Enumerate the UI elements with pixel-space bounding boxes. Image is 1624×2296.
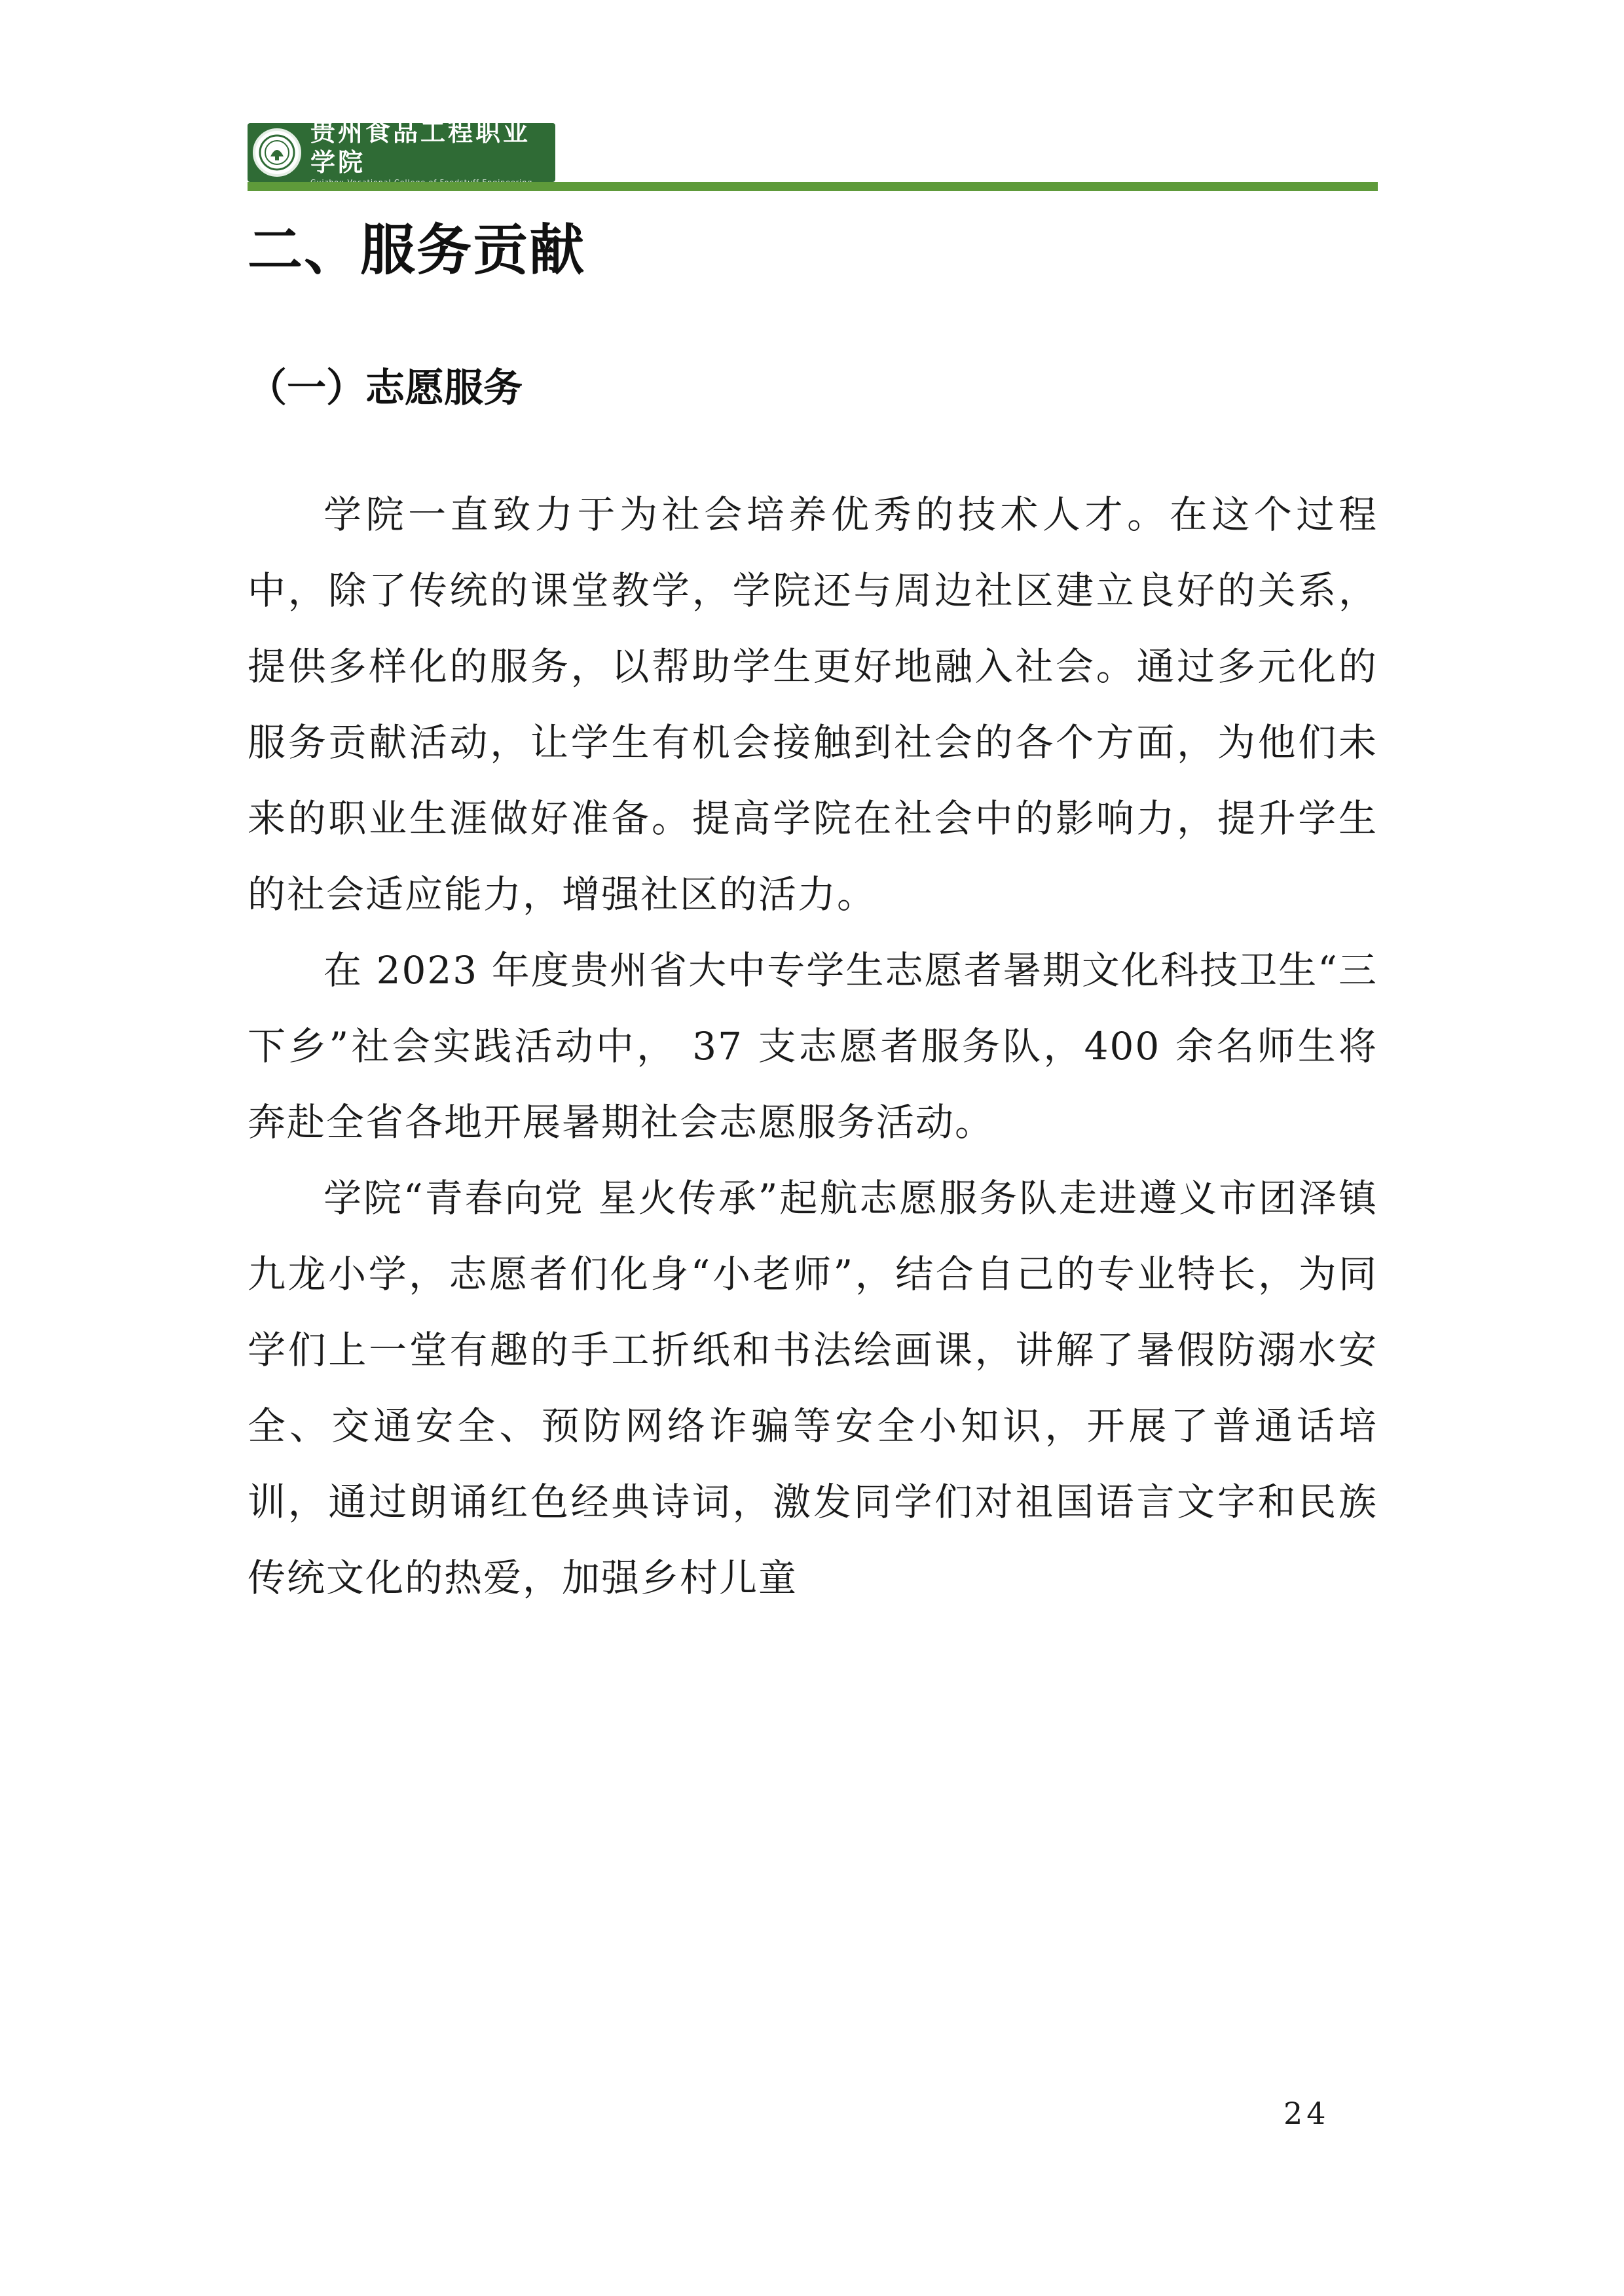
school-name-block [310,117,555,188]
subsection-title: （一）志愿服务 [248,365,523,411]
school-logo [248,117,555,182]
school-name-cn: 贵州食品工程职业学院 [310,117,531,177]
paragraph-volunteer-team: 学院“青春向党 星火传承”起航志愿服务队走进遵义市团泽镇九龙小学，志愿者们化身“小老师”，结合自己的专业特长，为同学们上一堂有趣的手工折纸和书法绘画课，讲解了暑假防溺水安全、交通安全、预防网络诈骗等安全小知识，开展了普通话培训，通过朗诵红色经典诗词，激发同学们对祖国语言文字和民族传统文化的热爱，加强乡村儿童 [248,1176,1378,1600]
paragraph-intro: 学院一直致力于为社会培养优秀的技术人才。在这个过程中，除了传统的课堂教学，学院还与周边社区建立良好的关系，提供多样化的服务，以帮助学生更好地融入社会。通过多元化的服务贡献活动，让学生有机会接触到社会的各个方面，为他们未来的职业生涯做好准备。提高学院在社会中的影响力，提升学生的社会适应能力，增强社区的活力。 [248,492,1378,917]
body-text [248,477,1378,1616]
school-emblem-icon [253,128,301,177]
section-title: 二、服务贡献 [248,218,586,282]
page-number: 24 [1283,2096,1330,2131]
header-divider [248,182,1378,191]
paragraph-summer-practice: 在 2023 年度贵州省大中专学生志愿者暑期文化科技卫生“三下乡”社会实践活动中， 37 支志愿者服务队，400 余名师生将奔赴全省各地开展暑期社会志愿服务活动。 [248,948,1378,1144]
